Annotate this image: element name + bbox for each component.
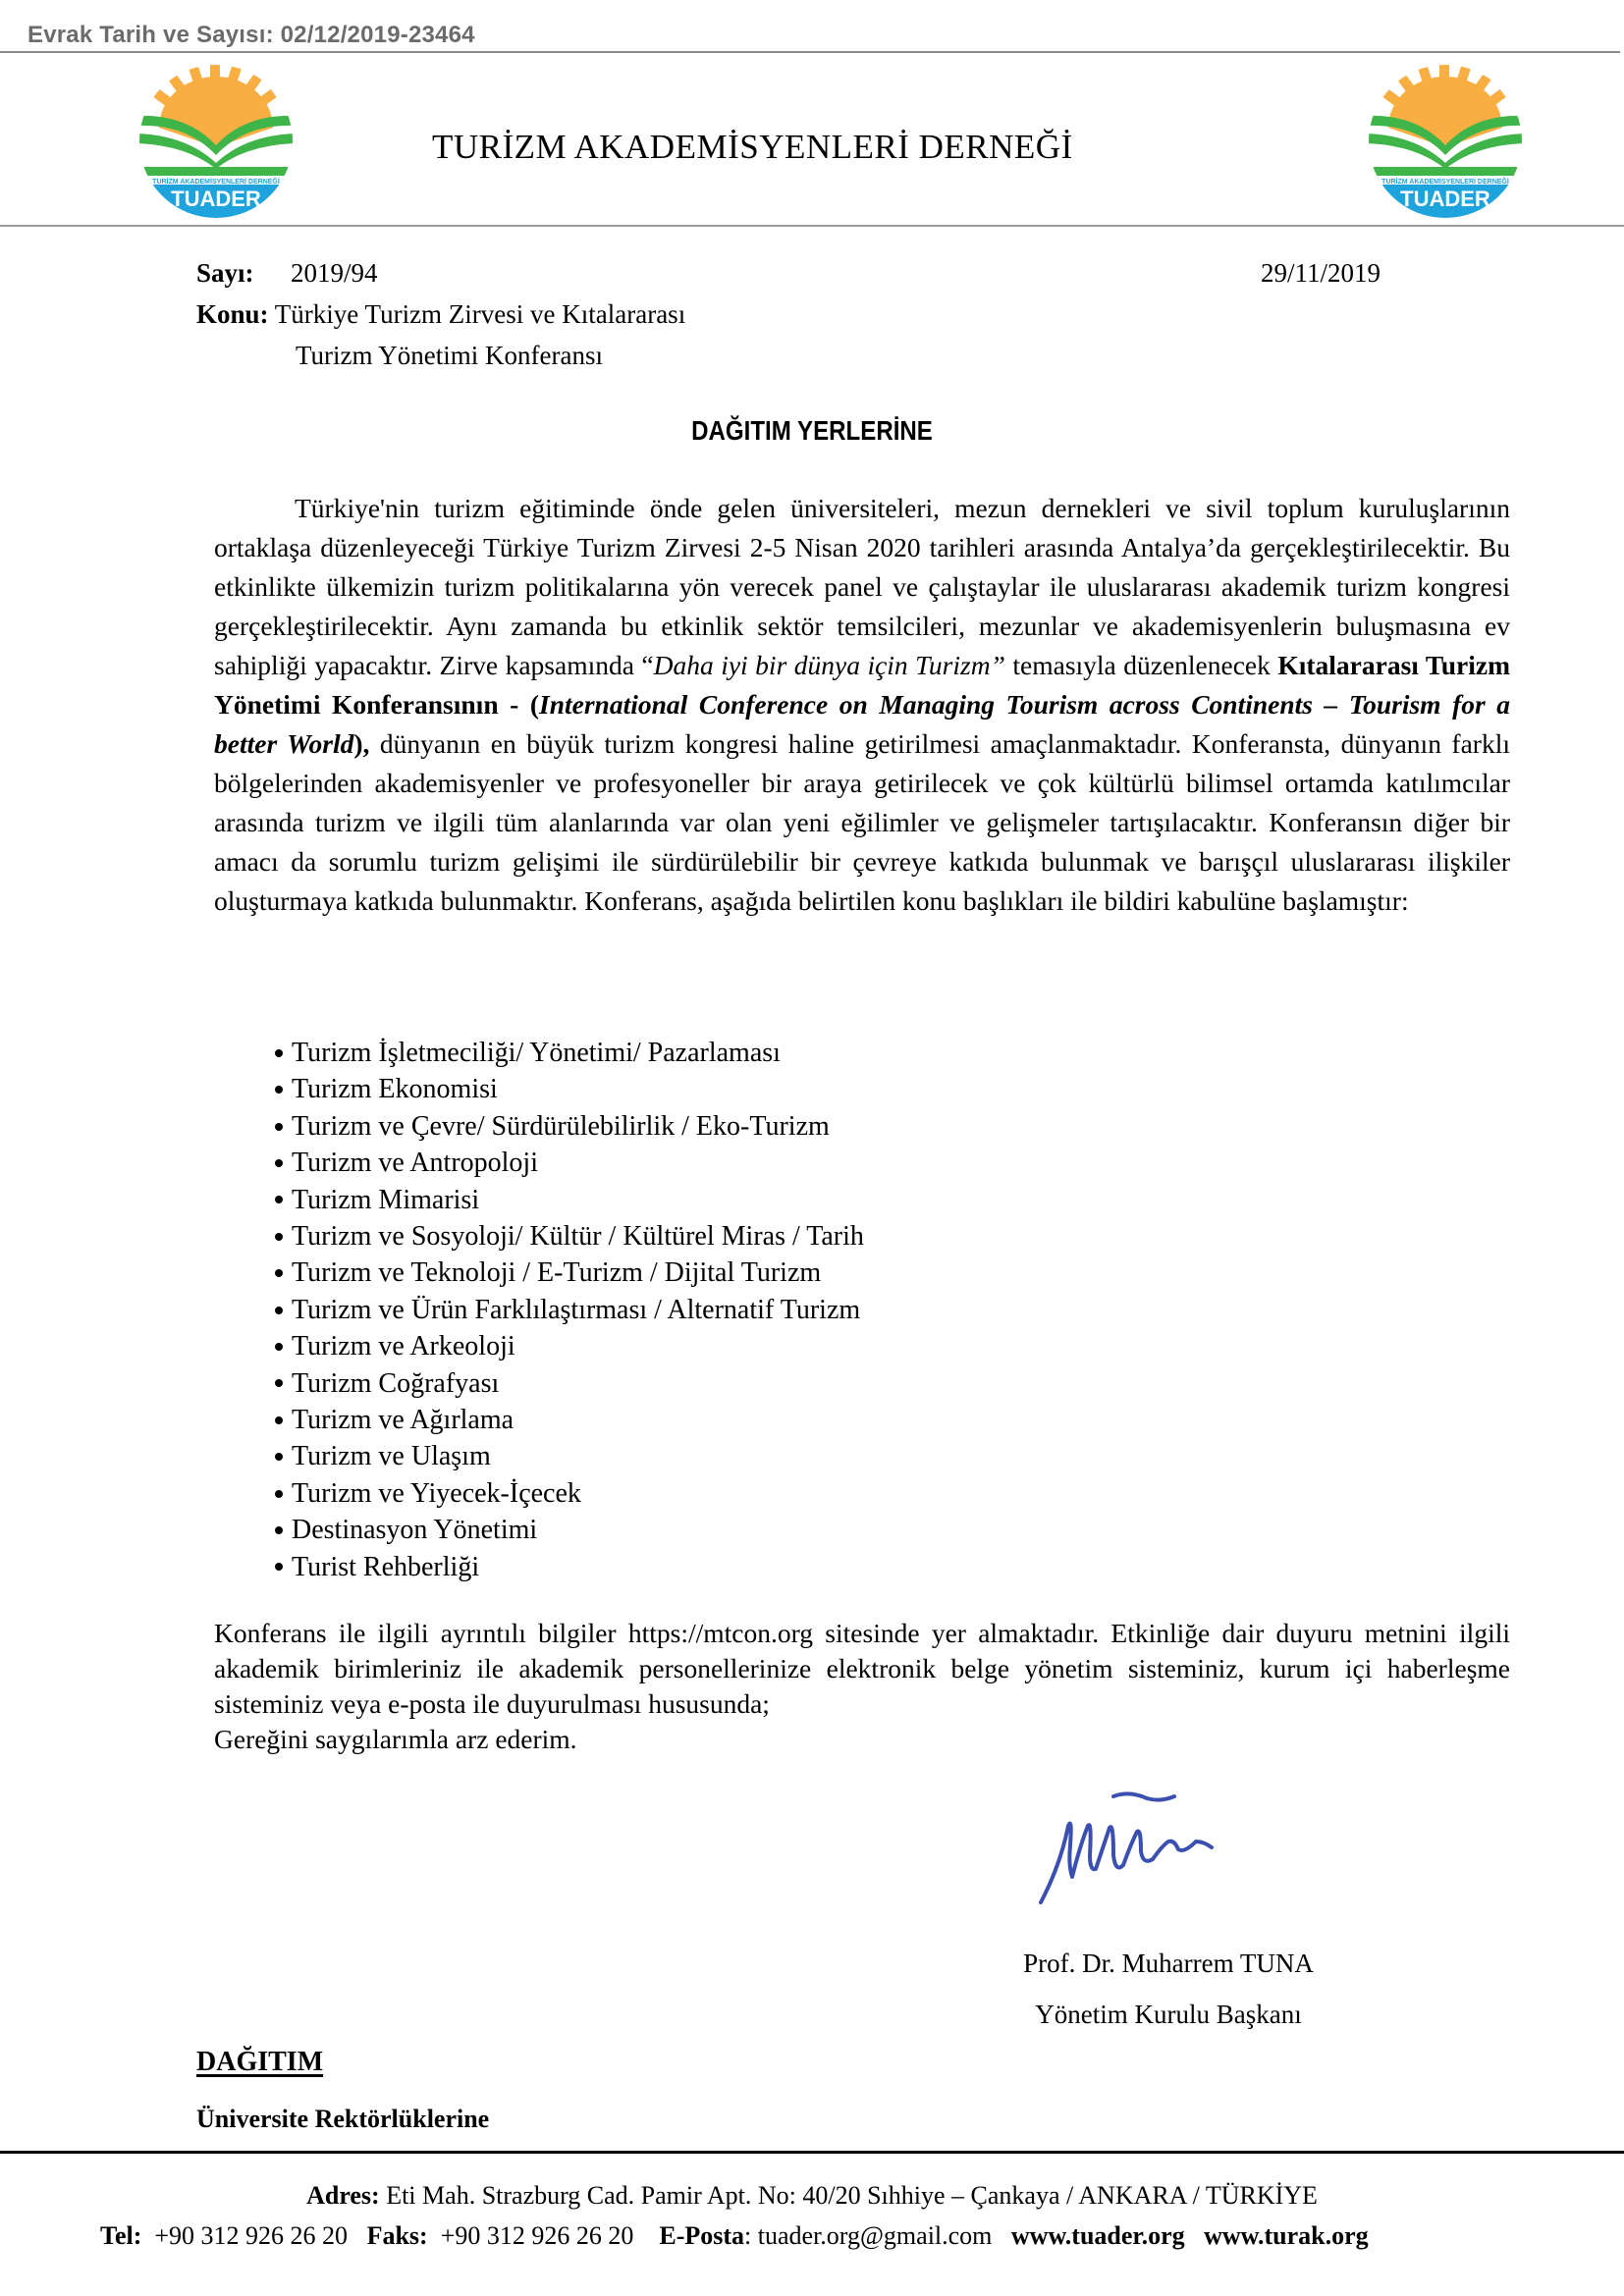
topic-item: Turizm ve Ürün Farklılaştırması / Alternatif Turizm: [273, 1292, 864, 1328]
conference-name-en: International Conference on Managing Tourism across Continents – Tourism for a better World: [214, 689, 1511, 759]
email-link[interactable]: tuader.org@gmail.com: [757, 2221, 993, 2250]
body-paragraph-2: Konferans ile ilgili ayrıntılı bilgiler https://mtcon.org sitesinde yer almaktadır. Etkinliğe dair duyuru metnini ilgili akademik birimleriniz ile akademik personellerinize elektronik belge yönetim sisteminiz, kurum içi haberleşme sisteminiz veya e-posta ile duyurulması hususunda; Gereğini saygılarımla arz ederim.: [214, 1616, 1510, 1757]
tuader-logo-left-icon: [137, 61, 295, 218]
svg-text:TURİZM AKADEMİSYENLERİ DERNEĞİ: TURİZM AKADEMİSYENLERİ DERNEĞİ: [152, 179, 280, 186]
fax-label: Faks:: [366, 2221, 428, 2250]
recipients-heading: DAĞITIM YERLERİNE: [691, 415, 933, 446]
conference-name-tr: Kıtalararası Turizm Yönetimi Konferansının - (: [214, 650, 1510, 720]
distribution-recipient: Üniversite Rektörlüklerine: [196, 2105, 490, 2133]
sayi-row: [196, 258, 378, 289]
topic-item: Turizm ve Ağırlama: [273, 1402, 864, 1438]
svg-text:TUADER: TUADER: [1400, 187, 1490, 211]
bullet-icon: [275, 1307, 283, 1314]
sayi-label: Sayı:: [196, 258, 254, 288]
address-label: Adres:: [306, 2181, 380, 2210]
header-divider: [0, 225, 1624, 227]
bullet-icon: [275, 1049, 283, 1057]
sayi-value: 2019/94: [291, 258, 378, 288]
bullet-icon: [275, 1379, 283, 1387]
signature-icon: [1031, 1787, 1257, 1924]
body-paragraph-1: Türkiye'nin turizm eğitiminde önde gelen üniversiteleri, mezun dernekleri ve sivil toplum kuruluşlarının ortaklaşa düzenleyeceği Türkiye Turizm Zirvesi 2-5 Nisan 2020 tarihleri arasında Antalya’da gerçekleştirilecektir. Bu etkinlikte ülkemizin turizm politikalarına yön verecek panel ve çalıştaylar ile uluslararası akademik turizm kongresi gerçekleştirilecektir. Aynı zamanda bu etkinlik sektör temsilcileri, mezunlar ve akademisyenlerin buluşmasına ev sahipliği yapacaktır. Zirve kapsamında “Daha iyi bir dünya için Turizm” temasıyla düzenlenecek Kıtalararası Turizm Yönetimi Konferansının - (International Conference on Managing Tourism across Continents – Tourism for a better World), dünyanın en büyük turizm kongresi haline getirilmesi amaçlanmaktadır. Konferansta, dünyanın farklı bölgelerinden akademisyenler ve profesyoneller bir araya getirilecek ve çok kültürlü bilimsel ortamda katılımcılar arasında turizm ve ilgili tüm alanlarında var olan yeni eğilimler ve gelişmeler tartışılacaktır. Konferansın diğer bir amacı da sorumlu turizm gelişimi ile sürdürülebilir bir çevreye katkıda bulunmak ve barışçıl uluslararası ilişkiler oluşturmaya katkıda bulunmaktır. Konferans, aşağıda belirtilen konu başlıkları ile bildiri kabulüne başlamıştır:: [214, 493, 1511, 916]
topic-item: Turizm Coğrafyası: [273, 1365, 864, 1402]
website-link-tuader[interactable]: www.tuader.org: [1010, 2221, 1185, 2250]
konu-label: Konu:: [196, 299, 269, 329]
signer-name: Prof. Dr. Muharrem TUNA: [1023, 1949, 1314, 1978]
bullet-icon: [275, 1159, 283, 1167]
bullet-icon: [275, 1123, 283, 1131]
document-date: 29/11/2019: [1261, 258, 1381, 288]
fax-value: +90 312 926 26 20: [440, 2221, 634, 2250]
topic-item: Turizm ve Sosyoloji/ Kültür / Kültürel Miras / Tarih: [273, 1218, 864, 1255]
address-value: Eti Mah. Strazburg Cad. Pamir Apt. No: 40/20 Sıhhiye – Çankaya / ANKARA / TÜRKİYE: [386, 2181, 1318, 2210]
tel-label: Tel:: [100, 2221, 142, 2250]
tuader-logo-right-icon: [1367, 61, 1524, 218]
theme-quote: Daha iyi bir dünya için Turizm”: [653, 650, 1005, 680]
topic-item: Turizm Ekonomisi: [273, 1071, 864, 1107]
footer-divider: [0, 2151, 1624, 2154]
bullet-icon: [275, 1343, 283, 1351]
document-stamp: Evrak Tarih ve Sayısı: 02/12/2019-23464: [27, 22, 475, 48]
konu-line-2: Turizm Yönetimi Konferansı: [296, 341, 603, 370]
distribution-heading: DAĞITIM: [196, 2047, 324, 2077]
svg-text:TUADER: TUADER: [171, 187, 261, 211]
closing-line: Gereğini saygılarımla arz ederim.: [214, 1724, 577, 1754]
footer-contact: Tel: +90 312 926 26 20 Faks: +90 312 926 26 20 E-Posta: tuader.org@gmail.com www.tuader.org www.turak.org: [100, 2221, 1369, 2250]
topic-item: Turizm ve Antropoloji: [273, 1145, 864, 1181]
bullet-icon: [275, 1453, 283, 1461]
topic-item: Turizm Mimarisi: [273, 1182, 864, 1218]
bullet-icon: [275, 1416, 283, 1424]
organization-title: TURİZM AKADEMİSYENLERİ DERNEĞİ: [432, 128, 1073, 166]
topic-item: Turizm ve Ulaşım: [273, 1438, 864, 1474]
topic-item: Turizm ve Çevre/ Sürdürülebilirlik / Eko-Turizm: [273, 1108, 864, 1145]
topic-item: Destinasyon Yönetimi: [273, 1512, 864, 1548]
footer-address: [0, 2181, 1624, 2211]
svg-text:TURİZM AKADEMİSYENLERİ DERNEĞİ: TURİZM AKADEMİSYENLERİ DERNEĞİ: [1381, 179, 1509, 186]
website-link-turak[interactable]: www.turak.org: [1204, 2221, 1369, 2250]
konu-line-1: Türkiye Turizm Zirvesi ve Kıtalararası: [274, 299, 686, 329]
top-divider: [0, 51, 1620, 53]
bullet-icon: [275, 1086, 283, 1094]
tel-value: +90 312 926 26 20: [154, 2221, 349, 2250]
topic-item: Turizm ve Yiyecek-İçecek: [273, 1475, 864, 1512]
bullet-icon: [275, 1563, 283, 1571]
topics-list: [273, 1035, 864, 1585]
signer-title: Yönetim Kurulu Başkanı: [1035, 2000, 1302, 2029]
bullet-icon: [275, 1233, 283, 1241]
email-label: E-Posta: [659, 2221, 745, 2250]
konu-row: [196, 299, 685, 330]
bullet-icon: [275, 1526, 283, 1534]
topic-item: Turizm ve Arkeoloji: [273, 1328, 864, 1364]
topic-item: Turizm ve Teknoloji / E-Turizm / Dijital Turizm: [273, 1255, 864, 1291]
bullet-icon: [275, 1269, 283, 1277]
topic-item: Turizm İşletmeciliği/ Yönetimi/ Pazarlaması: [273, 1035, 864, 1071]
bullet-icon: [275, 1196, 283, 1203]
topic-item: Turist Rehberliği: [273, 1549, 864, 1585]
bullet-icon: [275, 1490, 283, 1498]
